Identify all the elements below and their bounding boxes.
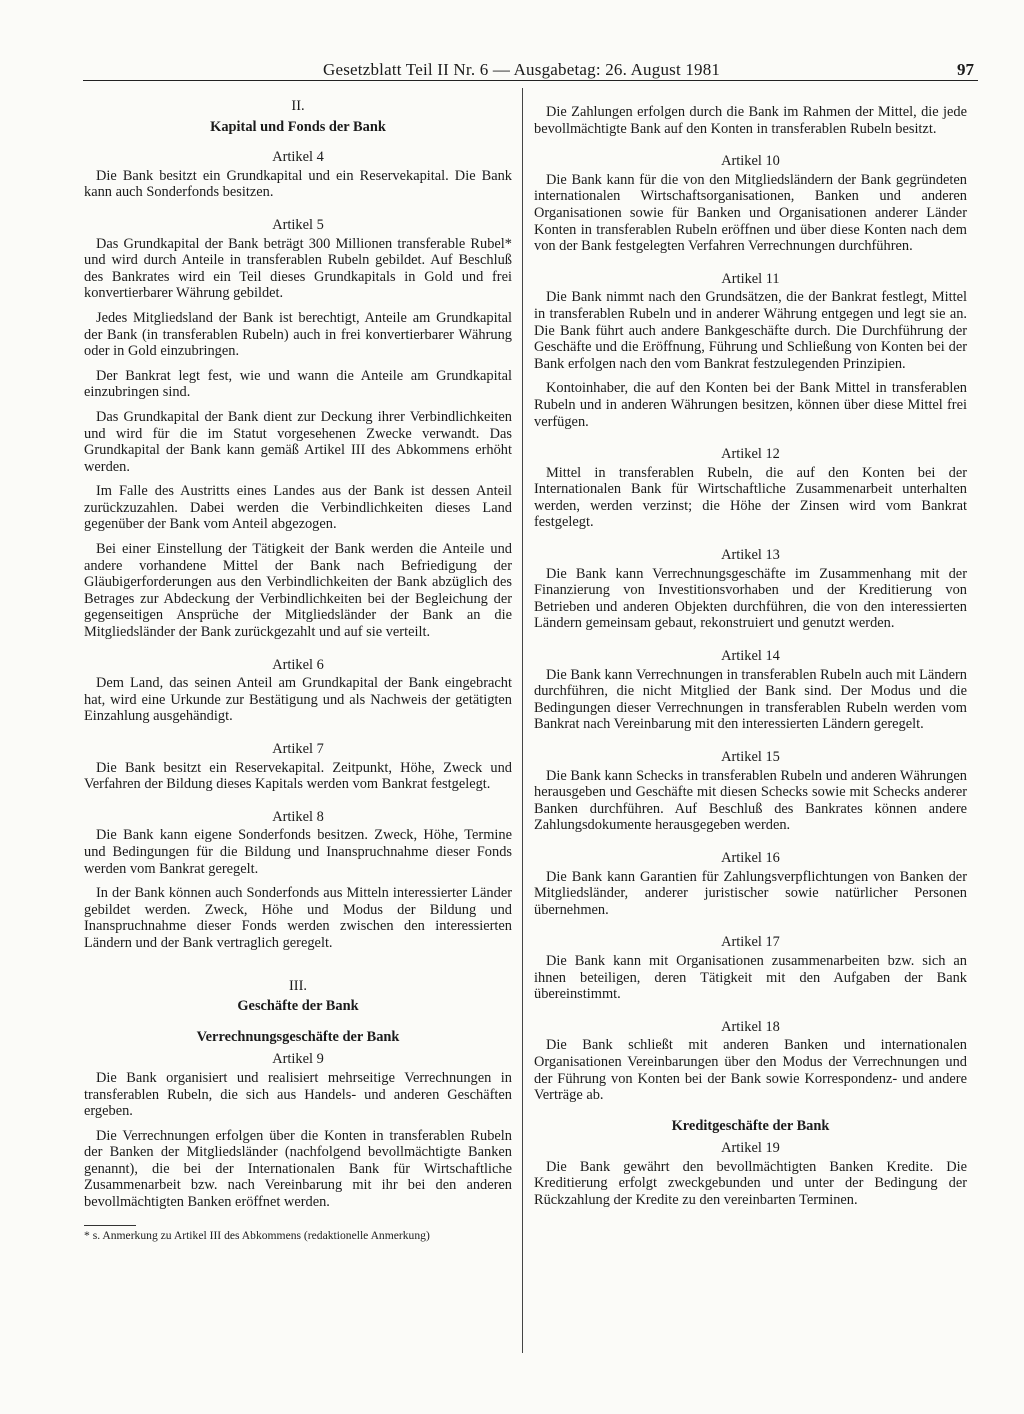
footnote: * s. Anmerkung zu Artikel III des Abkommens (redaktionelle Anmerkung) bbox=[84, 1228, 430, 1242]
paragraph: Bei einer Einstellung der Tätigkeit der Bank werden die Anteile und andere vorhandene Mittel der Bank nach Befriedigung der Gläubigerforderungen aus den Verbindlichkeiten der Bank abzüglich des Betrages zur Abdeckung der Verbindlichkeiten bei der Begleichung der gegenseitigen Ansprüche der Mitgliedsländer der Bank an die Mitgliedsländer der Bank zurückgezahlt und auf sie verteilt. bbox=[84, 541, 512, 641]
paragraph: Die Bank kann eigene Sonderfonds besitzen. Zweck, Höhe, Termine und Bedingungen für die Bildung und Inanspruchnahme dieser Fonds werden vom Bankrat geregelt. bbox=[84, 827, 512, 877]
paragraph: Die Bank kann für die von den Mitgliedsländern der Bank gegründeten internationalen Wirtschaftsorganisationen, Banken und anderen Organisationen sowie für Banken und Organisationen anderer Länder Konten in transferablen Rubeln eröffnen und über diese Konten nach dem von der Bank festgelegten Verfahren Verrechnungen durchführen. bbox=[534, 171, 967, 255]
paragraph: Die Bank besitzt ein Grundkapital und ein Reservekapital. Die Bank kann auch Sonderfonds besitzen. bbox=[84, 167, 512, 201]
article-heading: Artikel 18 bbox=[721, 1018, 780, 1035]
section-title: Kapital und Fonds der Bank bbox=[210, 118, 386, 135]
header-title: Gesetzblatt Teil II Nr. 6 — Ausgabetag: 26. August 1981 bbox=[323, 60, 721, 79]
right-column bbox=[534, 104, 967, 1217]
article-heading: Artikel 4 bbox=[272, 149, 324, 166]
paragraph: Die Bank kann mit Organisationen zusammenarbeiten bzw. sich an ihnen beteiligen, deren Tätigkeit mit den Aufgaben der Bank übereinstimmt. bbox=[534, 952, 967, 1003]
section-number: III. bbox=[289, 977, 307, 994]
article-heading: Artikel 15 bbox=[721, 749, 780, 765]
paragraph: Die Bank kann Garantien für Zahlungsverpflichtungen von Banken der Mitgliedsländer, anderer juristischer sowie natürlicher Personen übernehmen. bbox=[534, 868, 967, 918]
paragraph: Mittel in transferablen Rubeln, die auf den Konten bei der Internationalen Bank für Wirtschaftliche Zusammenarbeit unterhalten werden, werden verzinst; die Höhe der Zinsen wird vom Bankrat festgelegt. bbox=[534, 464, 967, 531]
article-heading: Artikel 19 bbox=[721, 1140, 780, 1157]
page-number: 97 bbox=[957, 60, 974, 79]
column-divider bbox=[522, 88, 523, 1353]
section-title: Geschäfte der Bank bbox=[237, 998, 359, 1015]
article-heading: Artikel 16 bbox=[721, 849, 780, 866]
paragraph: Die Bank kann Verrechnungen in transferablen Rubeln auch mit Ländern durchführen, die nicht Mitglied der Bank sind. Der Modus und die Bedingungen dieser Verrechnungen in transferablen Rubeln werden vom Bankrat nach Vereinbarung mit den interessierten Ländern geregelt. bbox=[534, 666, 967, 733]
article-heading: Artikel 7 bbox=[272, 741, 324, 757]
page-header bbox=[83, 60, 978, 81]
paragraph: Dem Land, das seinen Anteil am Grundkapital der Bank eingebracht hat, wird eine Urkunde zur Bestätigung und als Nachweis der getätigten Einzahlung ausgehändigt. bbox=[84, 675, 512, 725]
paragraph: Das Grundkapital der Bank beträgt 300 Millionen transferable Rubel* und wird durch Anteile in transferablen Rubeln gebildet. Auf Beschluß des Bankrates wird ein Teil dieses Grundkapitals in Gold und frei konvertierbarer Währung gebildet. bbox=[84, 235, 512, 302]
paragraph: Die Bank kann Verrechnungsgeschäfte im Zusammenhang mit der Finanzierung von Investitionsvorhaben und der Kreditierung von Betrieben und anderen Objekten durchführen, die von den interessierten Ländern gemeinsam gebaut, rekonstruiert und genutzt werden. bbox=[534, 565, 967, 632]
section-number: II. bbox=[291, 98, 305, 114]
paragraph: Kontoinhaber, die auf den Konten bei der Bank Mittel in transferablen Rubeln und in anderen Währungen besitzen, können über diese Mittel frei verfügen. bbox=[534, 380, 967, 430]
paragraph: Die Bank organisiert und realisiert mehrseitige Verrechnungen in transferablen Rubeln, die sich aus Handels- und anderen Geschäften ergeben. bbox=[84, 1069, 512, 1120]
paragraph: Die Bank besitzt ein Reservekapital. Zeitpunkt, Höhe, Zweck und Verfahren der Bildung dieses Kapitals werden vom Bankrat festgelegt. bbox=[84, 759, 512, 793]
paragraph: Jedes Mitgliedsland der Bank ist berechtigt, Anteile am Grundkapital der Bank (in transferablen Rubeln) auch in frei konvertierbarer Währung oder in Gold einzubringen. bbox=[84, 309, 512, 360]
footnote-rule bbox=[84, 1225, 136, 1226]
subsection-title: Verrechnungsgeschäfte der Bank bbox=[196, 1028, 400, 1045]
article-heading: Artikel 8 bbox=[272, 808, 324, 825]
paragraph: Die Bank nimmt nach den Grundsätzen, die der Bankrat festlegt, Mittel in transferablen Rubeln und in anderer Währung entgegen und legt sie an. Die Bank führt auch andere Bankgeschäfte durch. Die Durchführung der Geschäfte und die Eröffnung, Führung und Schließung von Konten bei der Bank erfolgen nach den vom Bankrat festzulegenden Prinzipien. bbox=[534, 289, 967, 372]
article-heading: Artikel 14 bbox=[721, 648, 780, 665]
article-heading: Artikel 12 bbox=[721, 446, 780, 463]
article-heading: Artikel 9 bbox=[272, 1051, 324, 1068]
paragraph: Der Bankrat legt fest, wie und wann die Anteile am Grundkapital einzubringen sind. bbox=[84, 367, 512, 401]
paragraph: Die Bank schließt mit anderen Banken und internationalen Organisationen Vereinbarungen über den Modus der Verrechnungen und der Führung von Konten bei der Bank sowie Korrespondenz- und andere Verträge ab. bbox=[534, 1037, 967, 1104]
paragraph: Die Zahlungen erfolgen durch die Bank im Rahmen der Mittel, die jede bevollmächtigte Bank auf den Konten in transferablen Rubeln besitzt. bbox=[534, 104, 967, 137]
article-heading: Artikel 11 bbox=[721, 270, 780, 287]
paragraph: Das Grundkapital der Bank dient zur Deckung ihrer Verbindlichkeiten und wird für die im Statut vorgesehenen Zwecke verwandt. Das Grundkapital der Bank kann gemäß Artikel III des Abkommens erhöht werden. bbox=[84, 408, 512, 475]
paragraph: In der Bank können auch Sonderfonds aus Mitteln interessierter Länder gebildet werden. Zweck, Höhe und Modus der Bildung und Inanspruchnahme dieser Fonds werden zwischen den interessierten Ländern und der Bank vertraglich geregelt. bbox=[84, 885, 512, 951]
article-heading: Artikel 17 bbox=[721, 934, 780, 951]
article-heading: Artikel 10 bbox=[721, 153, 780, 170]
paragraph: Die Bank kann Schecks in transferablen Rubeln und anderen Währungen herausgeben und Geschäfte mit diesen Schecks sowie mit Schecks anderer Banken durchführen. Auf Beschluß des Bankrates können andere Zahlungsdokumente herausgegeben werden. bbox=[534, 767, 967, 834]
paragraph: Die Bank gewährt den bevollmächtigten Banken Kredite. Die Kreditierung erfolgt zweckgebunden und unter der Bedingung der Rückzahlung der Kredite zu den vereinbarten Terminen. bbox=[534, 1158, 967, 1209]
paragraph: Im Falle des Austritts eines Landes aus der Bank ist dessen Anteil zurückzuzahlen. Dabei werden die Verbindlichkeiten dieses Land gegenüber der Bank vom Anteil abgezogen. bbox=[84, 483, 512, 533]
left-column bbox=[84, 98, 512, 1242]
paragraph: Die Verrechnungen erfolgen über die Konten in transferablen Rubeln der Banken der Mitgliedsländer (nachfolgend bevollmächtigte Banken genannt), die bei der Internationalen Bank für Wirtschaftliche Zusammenarbeit bzw. nach Vereinbarung mit ihr bei den anderen bevollmächtigten Banken eröffnet werden. bbox=[84, 1127, 512, 1211]
article-heading: Artikel 5 bbox=[272, 216, 324, 233]
subsection-title: Kreditgeschäfte der Bank bbox=[671, 1117, 830, 1134]
article-heading: Artikel 13 bbox=[721, 547, 780, 564]
article-heading: Artikel 6 bbox=[272, 656, 324, 673]
